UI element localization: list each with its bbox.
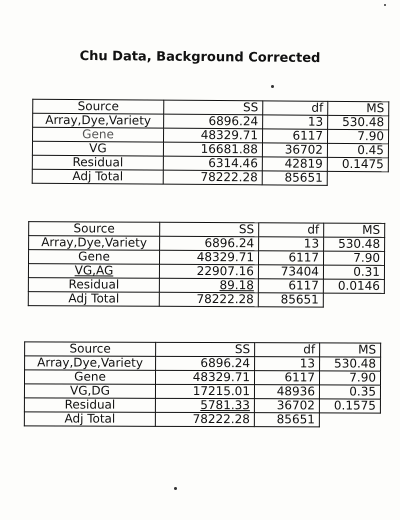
header-source: Source	[33, 99, 164, 114]
header-ss: SS	[164, 100, 263, 115]
cell-source: Gene	[29, 250, 160, 265]
cell-ms: 0.1475	[327, 157, 388, 171]
cell-df: 13	[255, 357, 320, 371]
cell-source: Residual	[32, 155, 163, 170]
cell-df: 13	[259, 237, 324, 251]
cell-ss: 17215.01	[155, 384, 254, 398]
cell-blank	[323, 293, 384, 307]
anova-table-2	[28, 221, 385, 308]
cell-source: Gene	[33, 127, 164, 142]
cell-source: VG,DG	[24, 384, 155, 398]
cell-source: Array,Dye,Variety	[33, 113, 164, 128]
cell-source: Array,Dye,Variety	[29, 236, 160, 251]
cell-df: 85651	[262, 171, 327, 185]
cell-ms: 0.31	[323, 265, 384, 279]
scan-speck	[271, 85, 274, 88]
cell-blank	[319, 413, 380, 427]
cell-df: 6117	[254, 371, 319, 385]
cell-df: 6117	[258, 279, 323, 293]
cell-source: Adj Total	[24, 412, 155, 426]
header-ss: SS	[156, 342, 255, 356]
header-ms: MS	[328, 101, 389, 115]
cell-df: 36702	[254, 399, 319, 413]
cell-ms: 0.1575	[319, 399, 380, 413]
cell-ss: 6896.24	[160, 236, 259, 251]
scan-speck	[174, 487, 177, 490]
cell-source: Array,Dye,Variety	[25, 356, 156, 370]
cell-df: 42819	[262, 157, 327, 171]
header-source: Source	[25, 342, 156, 356]
cell-ss: 5781.33	[155, 398, 254, 412]
cell-source: Gene	[25, 370, 156, 384]
cell-ss: 22907.16	[159, 264, 258, 279]
cell-df: 6117	[262, 129, 327, 143]
cell-df: 73404	[258, 265, 323, 279]
anova-table-1	[32, 99, 390, 186]
cell-ss: 6896.24	[156, 356, 255, 370]
cell-ss: 78222.28	[155, 412, 254, 426]
cell-df: 13	[263, 115, 328, 129]
table-total-row	[28, 292, 384, 308]
cell-source: VG	[32, 141, 163, 156]
cell-ss: 6896.24	[164, 114, 263, 129]
cell-ss: 78222.28	[159, 292, 258, 307]
cell-ms: 530.48	[320, 357, 381, 371]
header-df: df	[255, 343, 320, 357]
cell-source: Residual	[28, 278, 159, 293]
cell-ms: 7.90	[327, 129, 388, 143]
cell-ss: 48329.71	[156, 370, 255, 384]
header-ms: MS	[320, 343, 381, 357]
cell-ms: 0.35	[319, 385, 380, 399]
page-title: Chu Data, Background Corrected	[79, 48, 321, 67]
cell-df: 85651	[254, 413, 319, 427]
cell-ss: 78222.28	[163, 170, 262, 185]
cell-ss: 48329.71	[164, 128, 263, 143]
header-df: df	[259, 223, 324, 237]
cell-source: Adj Total	[32, 169, 163, 184]
cell-ss: 16681.88	[163, 142, 262, 157]
cell-df: 85651	[258, 293, 323, 307]
cell-df: 6117	[258, 251, 323, 265]
header-df: df	[263, 101, 328, 115]
cell-ss: 89.18	[159, 278, 258, 293]
header-ms: MS	[324, 223, 385, 237]
cell-source: Residual	[24, 398, 155, 412]
cell-df: 48936	[254, 385, 319, 399]
cell-ss: 48329.71	[160, 250, 259, 265]
cell-ms: 530.48	[324, 237, 385, 251]
scan-speck	[384, 4, 386, 6]
cell-ms: 7.90	[323, 251, 384, 265]
cell-df: 36702	[262, 143, 327, 157]
cell-blank	[327, 171, 388, 185]
table-total-row	[32, 169, 388, 185]
cell-ms: 0.0146	[323, 279, 384, 293]
header-source: Source	[29, 222, 160, 237]
cell-ms: 7.90	[319, 371, 380, 385]
cell-source: Adj Total	[28, 292, 159, 307]
cell-ms: 0.45	[327, 143, 388, 157]
cell-ms: 530.48	[328, 115, 389, 129]
cell-source: VG,AG	[28, 264, 159, 279]
cell-ss: 6314.46	[163, 156, 262, 171]
table-total-row	[24, 412, 380, 427]
anova-table-3	[24, 341, 381, 427]
header-ss: SS	[160, 222, 259, 237]
